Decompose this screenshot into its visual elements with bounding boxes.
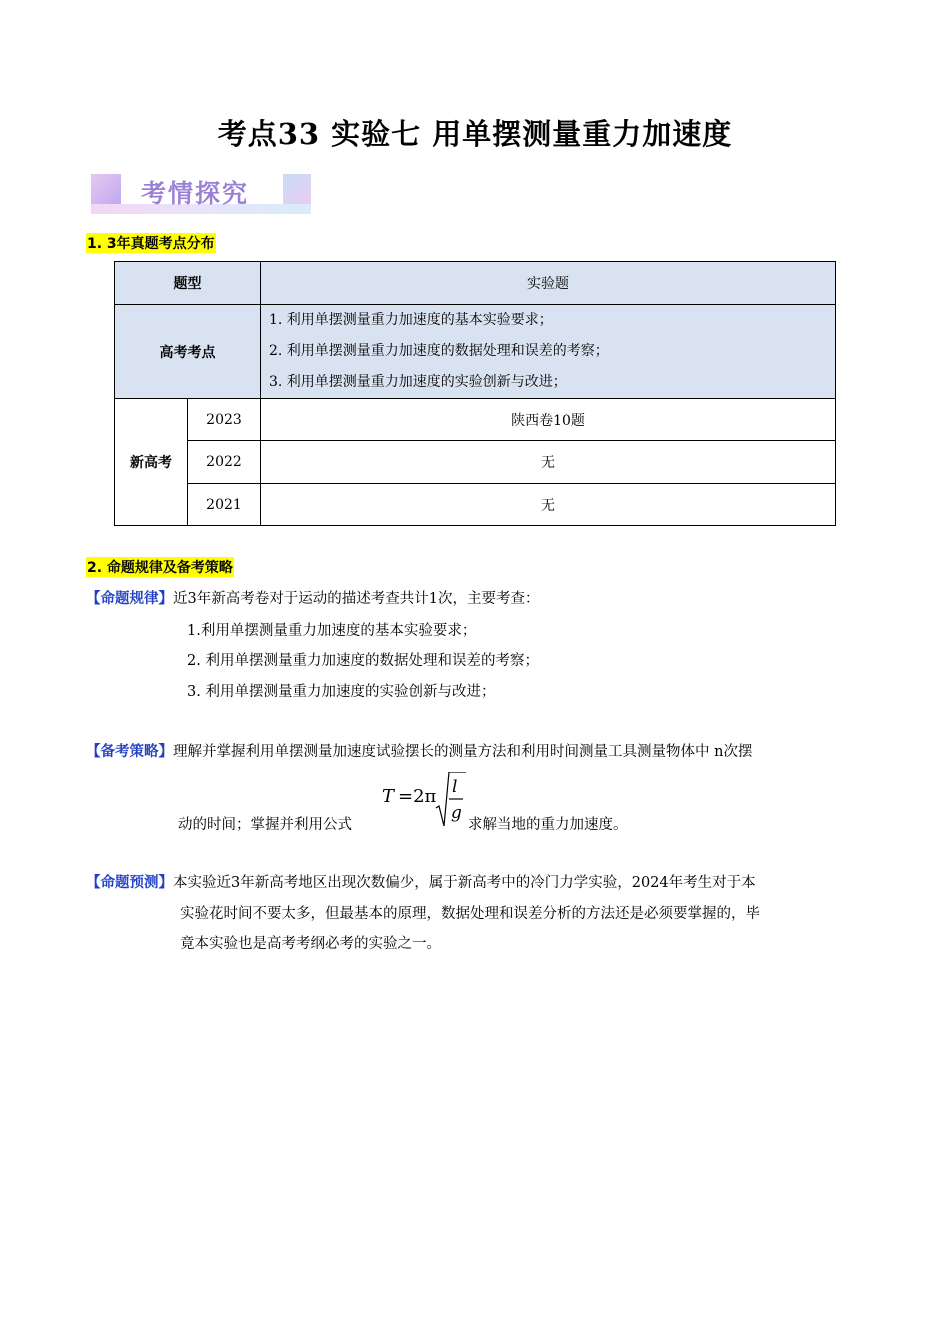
section-banner [91,172,311,216]
points-label-cell: 高考考点 [115,305,261,399]
year-cell: 2022 [188,441,261,484]
section-heading-strategy: 2. 命题规律及备考策略 [86,557,234,577]
table-row [115,262,836,305]
formula-coefficient: =2π [398,786,437,807]
strategy-line-2-post: 求解当地的重力加速度。 [468,817,628,833]
type-value-cell: 实验题 [261,262,836,305]
formula-lhs: T [382,786,395,807]
prediction-paragraph [86,871,756,892]
prediction-line-3: 竟本实验也是高考考纲必考的实验之一。 [180,936,441,952]
rule-item: 3. 利用单摆测量重力加速度的实验创新与改进； [187,684,496,700]
year-cell: 2021 [188,484,261,526]
exam-point: 2. 利用单摆测量重力加速度的数据处理和误差的考察； [269,343,609,359]
type-label-cell: 题型 [115,262,261,305]
sqrt-fraction-graphic [382,772,472,828]
rule-item: 1.利用单摆测量重力加速度的基本实验要求； [187,623,477,639]
banner-decoration-left [91,174,121,204]
rule-intro: 近3年新高考卷对于运动的描述考查共计1次，主要考查： [173,591,540,607]
rule-paragraph [86,587,539,608]
points-cell [261,305,836,399]
strategy-paragraph [86,740,752,761]
table-row [115,305,836,399]
formula-numerator: l [452,777,458,797]
value-cell: 陕西卷10题 [261,399,836,441]
prediction-tag: 【命题预测】 [86,875,173,891]
year-cell: 2023 [188,399,261,441]
pendulum-period-formula [382,772,472,828]
strategy-tag: 【备考策略】 [86,744,173,760]
banner-decoration-right [283,174,311,204]
exam-point: 1. 利用单摆测量重力加速度的基本实验要求； [269,312,553,328]
table-row [115,399,836,441]
formula-denominator: g [451,803,462,823]
strategy-line-2-pre: 动的时间；掌握并利用公式 [178,817,352,833]
exam-point: 3. 利用单摆测量重力加速度的实验创新与改进； [269,374,567,390]
table-row [115,441,836,484]
rule-item: 2. 利用单摆测量重力加速度的数据处理和误差的考察； [187,653,539,669]
exam-distribution-table [114,261,836,526]
prediction-line-1: 本实验近3年新高考地区出现次数偏少，属于新高考中的冷门力学实验，2024年考生对于本 [173,875,756,891]
strategy-line-1: 理解并掌握利用单摆测量加速度试验摆长的测量方法和利用时间测量工具测量物体中 n次摆 [173,744,753,760]
page-title: 考点33 实验七 用单摆测量重力加速度 [217,117,733,151]
section-heading-distribution: 1. 3年真题考点分布 [86,233,216,253]
rule-tag: 【命题规律】 [86,591,173,607]
value-cell: 无 [261,484,836,526]
table-row [115,484,836,526]
prediction-line-2: 实验花时间不要太多，但最基本的原理，数据处理和误差分析的方法还是必须要掌握的，毕 [180,906,760,922]
value-cell: 无 [261,441,836,484]
group-label-cell: 新高考 [115,399,188,526]
banner-title: 考情探究 [141,179,250,208]
